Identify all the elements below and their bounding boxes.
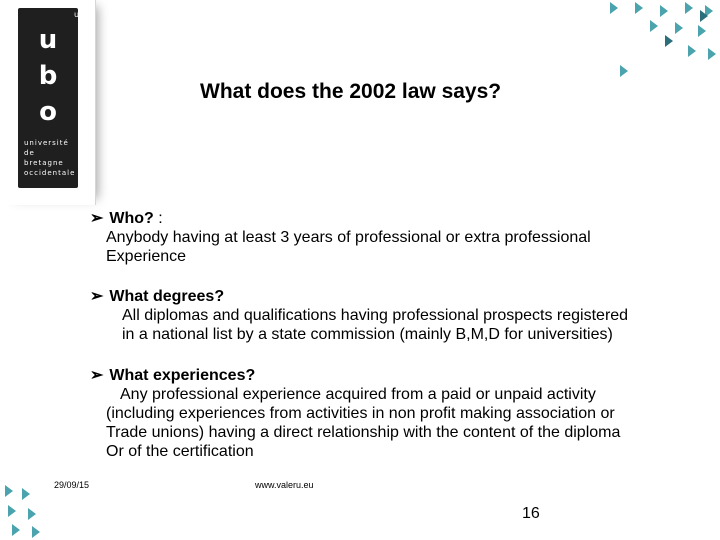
bullet-heading-suffix: : [153, 210, 163, 227]
logo-badge: ubo [74, 10, 90, 19]
bullet-text-line: (including experiences from activities in non profit making association or [106, 405, 615, 422]
arrow-bullet-icon: ➢ [90, 367, 104, 384]
arrow-bullet-icon: ➢ [90, 210, 104, 227]
footer-url: www.valeru.eu [255, 480, 314, 490]
logo-panel [0, 0, 96, 205]
decor-triangles-bottom-left [0, 480, 50, 540]
bullet-heading: Who? [109, 210, 154, 227]
logo-letter-o: o [39, 97, 57, 127]
bullet-heading: What degrees? [109, 288, 225, 305]
bullet-heading-line [90, 287, 628, 306]
footer-date: 29/09/15 [54, 480, 90, 490]
bullet-text-line: All diplomas and qualifications having professional prospects registered [122, 307, 629, 324]
bullet-heading-line [90, 366, 620, 385]
bullet-text-line: Trade unions) having a direct relationship with the content of the diploma [106, 424, 621, 441]
bullet-experiences [90, 366, 620, 461]
logo-sub-line: université [24, 139, 69, 147]
logo-letter-b: b [38, 61, 58, 91]
logo-sub-line: de bretagne [24, 149, 64, 167]
arrow-bullet-icon: ➢ [90, 288, 104, 305]
logo-sub-line: occidentale [24, 169, 76, 177]
decor-triangles-top-right [590, 0, 720, 80]
bullet-text-line: Experience [106, 248, 187, 265]
bullet-who [90, 209, 591, 266]
page-number: 16 [522, 505, 540, 522]
bullet-text-line: Anybody having at least 3 years of professional or extra professional [106, 229, 591, 246]
logo-letter-u: u [38, 25, 58, 55]
bullet-heading: What experiences? [109, 367, 256, 384]
bullet-text-line: in a national list by a state commission (mainly B,M,D for universities) [122, 326, 613, 343]
bullet-text-line: Any professional experience acquired from a paid or unpaid activity [120, 386, 596, 403]
logo-subtitle [24, 138, 74, 178]
slide-title: What does the 2002 law says? [200, 80, 502, 103]
logo-letters [28, 22, 68, 130]
bullet-heading-line [90, 209, 591, 228]
bullet-degrees [90, 287, 628, 344]
bullet-text-line: Or of the certification [106, 443, 254, 460]
